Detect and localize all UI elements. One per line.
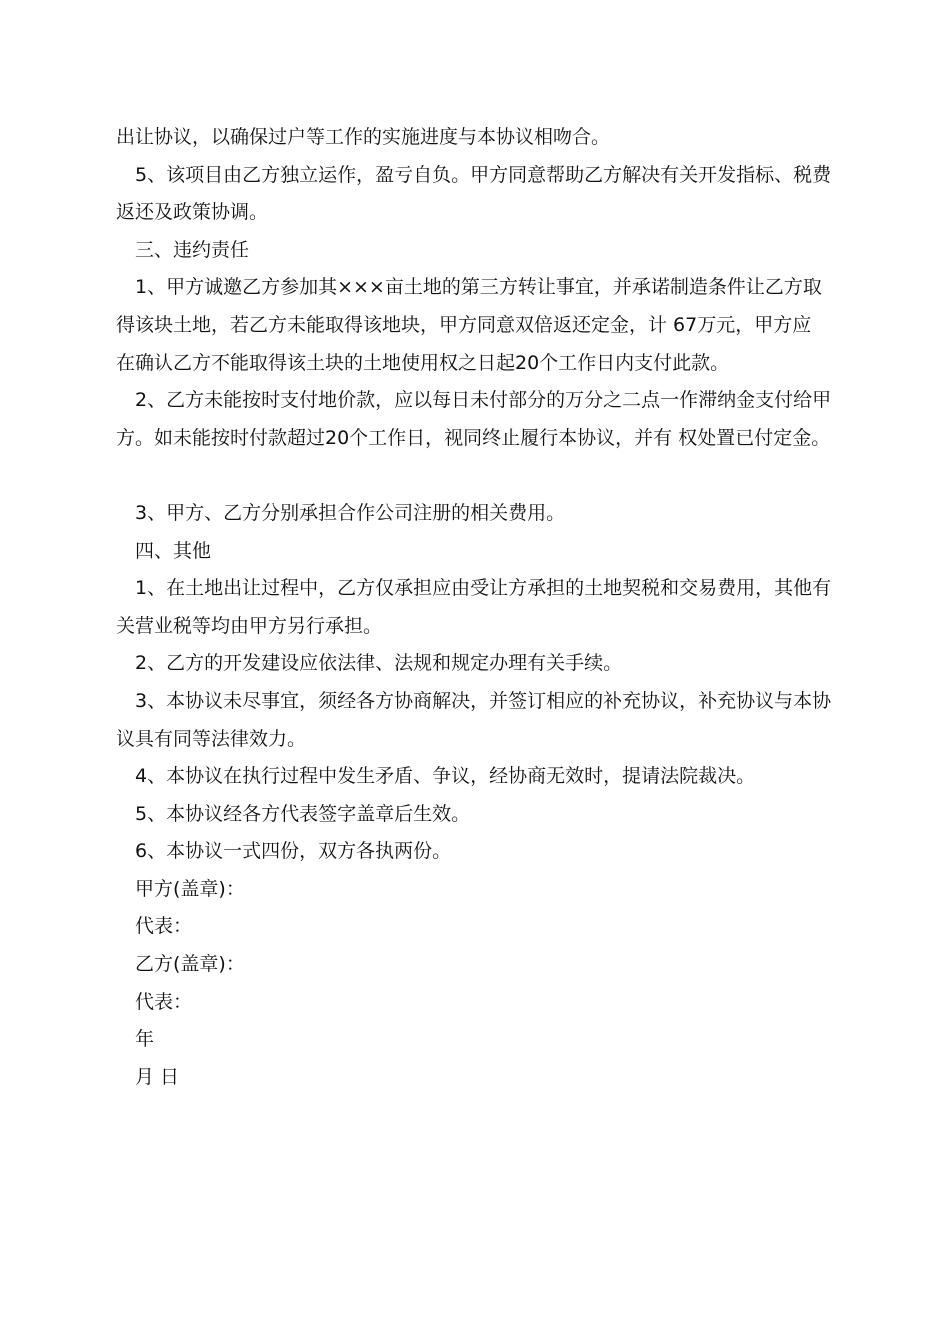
paragraph-line: 6、本协议一式四份，双方各执两份。 bbox=[135, 840, 452, 863]
date-month-day: 月 日 bbox=[135, 1065, 180, 1088]
section-heading: 三、违约责任 bbox=[135, 238, 250, 261]
date-year: 年 bbox=[135, 1028, 155, 1051]
signature-representative-a: 代表： bbox=[135, 915, 193, 938]
paragraph-line: 方。如未能按时付款超过20个工作日，视同终止履行本协议，并有 权处置已付定金。 bbox=[116, 426, 831, 449]
paragraph-line: 得该块土地，若乙方未能取得该地块，甲方同意双倍返还定金，计 67万元，甲方应 bbox=[116, 313, 812, 336]
paragraph-line: 返还及政策协调。 bbox=[116, 201, 269, 224]
paragraph-line: 5、本协议经各方代表签字盖章后生效。 bbox=[135, 802, 471, 825]
paragraph-line: 在确认乙方不能取得该土块的土地使用权之日起20个工作日内支付此款。 bbox=[116, 351, 730, 374]
document-body bbox=[116, 119, 846, 1096]
paragraph-line: 5、该项目由乙方独立运作，盈亏自负。甲方同意帮助乙方解决有关开发指标、税费 bbox=[135, 163, 832, 186]
paragraph-line: 3、本协议未尽事宜，须经各方协商解决，并签订相应的补充协议，补充协议与本协 bbox=[135, 689, 832, 712]
paragraph-line: 3、甲方、乙方分别承担合作公司注册的相关费用。 bbox=[135, 501, 566, 524]
signature-representative-b: 代表： bbox=[135, 990, 193, 1013]
signature-party-b: 乙方(盖章)： bbox=[135, 953, 245, 976]
paragraph-line: 2、乙方未能按时支付地价款，应以每日未付部分的万分之二点一作滞纳金支付给甲 bbox=[135, 389, 832, 412]
paragraph-line: 出让协议，以确保过户等工作的实施进度与本协议相吻合。 bbox=[116, 126, 611, 148]
signature-party-a: 甲方(盖章)： bbox=[135, 877, 245, 900]
paragraph-line: 1、甲方诚邀乙方参加其×××亩土地的第三方转让事宜，并承诺制造条件让乙方取 bbox=[135, 276, 822, 299]
paragraph-line: 议具有同等法律效力。 bbox=[116, 727, 307, 750]
section-heading: 四、其他 bbox=[135, 539, 212, 562]
blank-line bbox=[116, 457, 846, 495]
paragraph-line: 2、乙方的开发建设应依法律、法规和规定办理有关手续。 bbox=[135, 652, 623, 675]
paragraph-line: 关营业税等均由甲方另行承担。 bbox=[116, 614, 383, 637]
paragraph-line: 4、本协议在执行过程中发生矛盾、争议，经协商无效时，提请法院裁决。 bbox=[135, 765, 756, 788]
paragraph-line: 1、在土地出让过程中，乙方仅承担应由受让方承担的土地契税和交易费用，其他有 bbox=[135, 577, 832, 600]
